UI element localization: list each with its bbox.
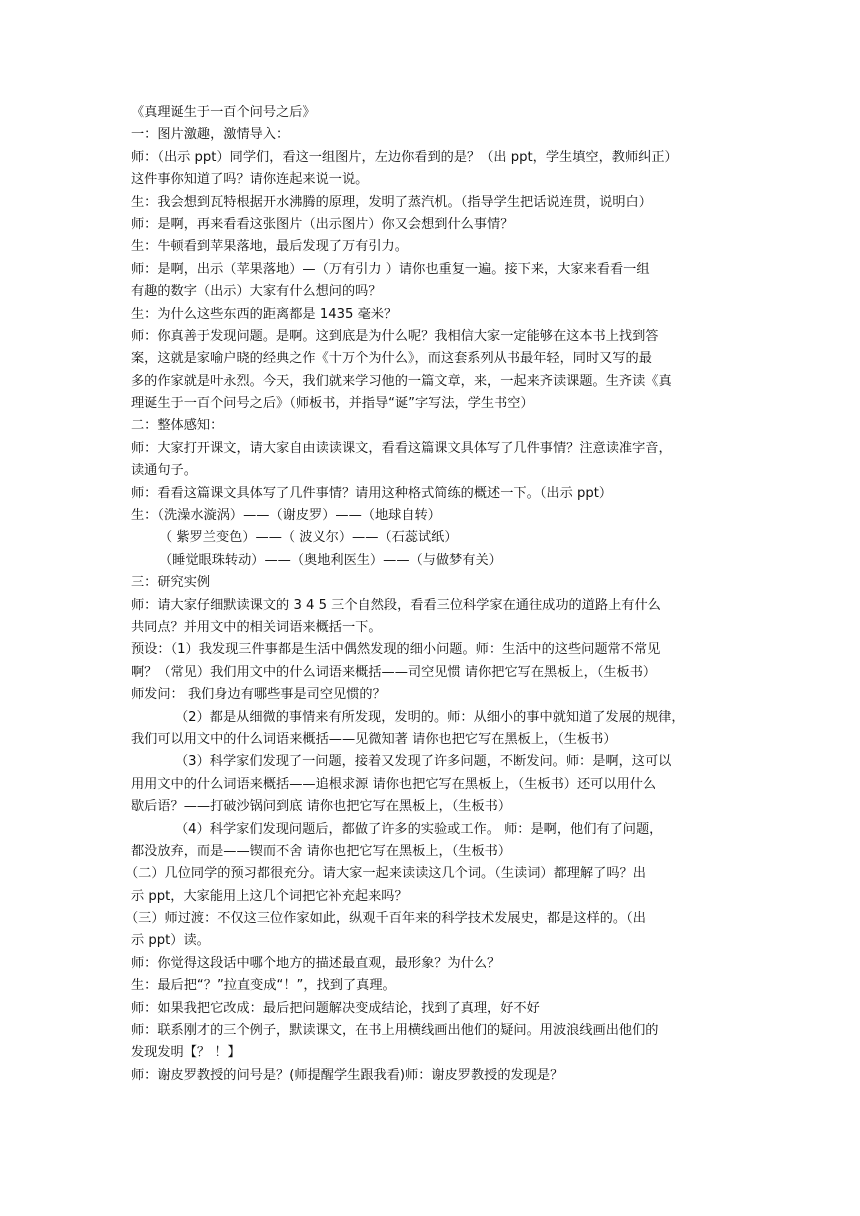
text-line: 师：你真善于发现问题。是啊。这到底是为什么呢？我相信大家一定能够在这本书上找到答 [131,328,659,344]
text-line: （2）都是从细微的事情来有所发现，发明的。师：从细小的事中就知道了发展的规律， [175,709,685,725]
text-line: 生：我会想到瓦特根据开水沸腾的原理，发明了蒸汽机。（指导学生把话说连贯，说明白） [131,194,652,210]
text-line: 《真理诞生于一百个问号之后》 [131,105,316,120]
text-line: 理诞生于一百个问号之后》（师板书，并指导“诞”字写法，学生书空） [131,396,534,412]
text-line: 示 ppt，大家能用上这几个词把它补充起来吗？ [131,888,408,904]
text-line: 师：联系刚才的三个例子，默读课文，在书上用横线画出他们的疑问。用波浪线画出他们的 [131,1023,659,1039]
text-line: 师发问： 我们身边有哪些事是司空见惯的？ [131,687,386,703]
text-line: （睡觉眼珠转动）——（奥地利医生）——（与做梦有关） [159,552,502,568]
text-line: 师：你觉得这段话中哪个地方的描述最直观，最形象？为什么？ [131,955,501,971]
text-line: 发现发明【？ ！】 [131,1045,241,1061]
text-line: 啊？（常见）我们用文中的什么词语来概括——司空见惯 请你把它写在黑板上，（生板书） [131,664,657,680]
text-line: 师：看看这篇课文具体写了几件事情？请用这种格式简练的概述一下。（出示 ppt） [131,485,613,501]
text-line: 预设：（1）我发现三件事都是生活中偶然发现的细小问题。师：生活中的这些问题常不常见 [131,642,661,658]
text-line: 生：最后把“？”拉直变成“！”，找到了真理。 [131,978,396,994]
text-line: （3）科学家们发现了一问题，接着又发现了许多问题，不断发问。师：是啊，这可以 [175,754,672,770]
text-line: 案，这就是家喻户晓的经典之作《十万个为什么》，而这套系列从书最年轻，同时又写的最 [131,351,652,367]
text-line: 一：图片激趣，激情导入： [131,127,290,143]
text-line: 生：牛顿看到苹果落地，最后发现了万有引力。 [131,239,408,255]
lesson-plan-document [125,102,731,1087]
text-line: 生：为什么这些东西的距离都是 1435 毫米？ [131,306,398,322]
text-line: 共同点？并用文中的相关词语来概括一下。 [131,619,382,635]
text-line: 师：如果我把它改成：最后把问题解决变成结论，找到了真理，好不好 [131,1000,540,1016]
text-line: 我们可以用文中的什么词语来概括——见微知著 请你也把它写在黑板上，（生板书） [131,731,617,747]
text-line: 二：整体感知： [131,418,224,434]
text-line: 师：请大家仔细默读课文的 3 4 5 三个自然段，看看三位科学家在通往成功的道路上有什么 [131,597,661,613]
text-line: （三）师过渡：不仅这三位作家如此，纵观千百年来的科学技术发展史，都是这样的。（出 [125,911,646,927]
text-line: 多的作家就是叶永烈。今天，我们就来学习他的一篇文章，来，一起来齐读课题。生齐读《真 [131,373,672,389]
text-line: 师：是啊，再来看看这张图片（出示图片）你又会想到什么事情？ [131,216,514,232]
text-line: 师：大家打开课文，请大家自由读读课文，看看这篇课文具体写了几件事情？注意读准字音， [131,440,672,456]
text-line: （4）科学家们发现问题后，都做了许多的实验或工作。 师：是啊，他们有了问题， [175,821,663,837]
text-line: 师：（出示 ppt）同学们，看这一组图片，左边你看到的是？（出 ppt，学生填空，教师纠正） [131,149,678,165]
text-line: 歇后语？——打破沙锅问到底 请你也把它写在黑板上，（生板书） [131,799,512,815]
text-line: 三：研究实例 [131,575,211,591]
text-line: 有趣的数字（出示）大家有什么想问的吗？ [131,284,382,300]
text-line: 都没放弃，而是——锲而不舍 请你也把它写在黑板上，（生板书） [131,843,512,859]
text-line: 师：谢皮罗教授的问号是？(师提醒学生跟我看)师：谢皮罗教授的发现是？ [131,1067,564,1083]
text-line: 师：是啊，出示（苹果落地）—（万有引力 ）请你也重复一遍。接下来，大家来看看一组 [131,261,650,277]
text-line: 这件事你知道了吗？请你连起来说一说。 [131,172,369,188]
text-line: 用用文中的什么词语来概括——追根求源 请你也把它写在黑板上，（生板书）还可以用什么 [131,776,657,792]
text-line: （ 紫罗兰变色）——（ 波义尔）——（石蕊试纸） [159,530,458,546]
text-line: （二）几位同学的预习都很充分。请大家一起来读读这几个词。（生读词）都理解了吗？出 [125,866,646,882]
text-line: 示 ppt）读。 [131,933,210,949]
text-line: 生：（洗澡水漩涡）——（谢皮罗）——（地球自转） [131,508,441,524]
text-line: 读通句子。 [131,463,197,479]
